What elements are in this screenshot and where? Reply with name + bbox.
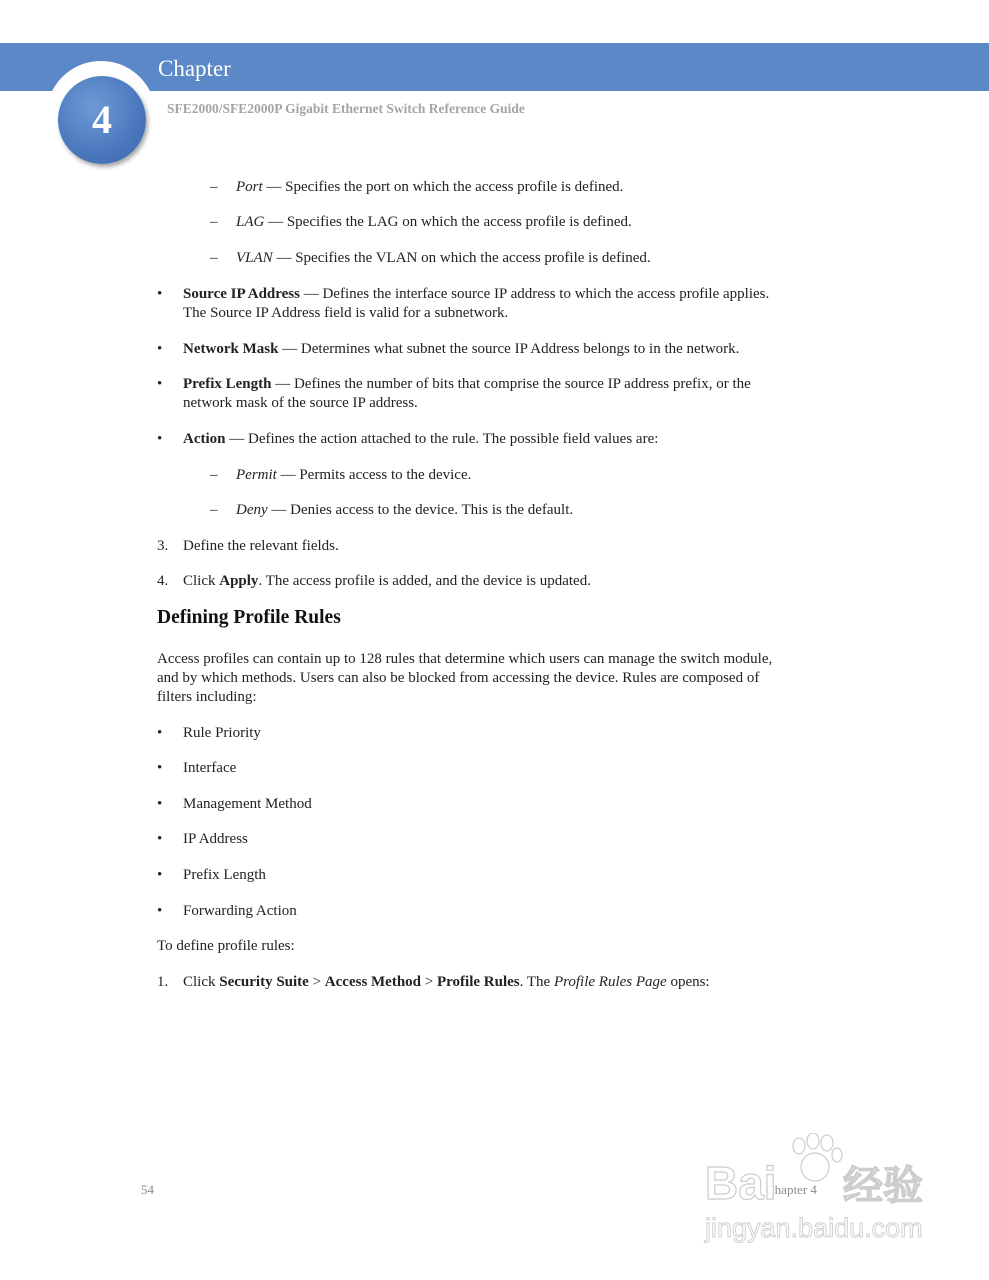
filter-item: Management Method — [183, 796, 312, 812]
filter-item: Rule Priority — [183, 725, 261, 741]
bullet-marker: • — [157, 796, 163, 812]
vlan-item: VLAN — Specifies the VLAN on which the access profile is defined. — [236, 250, 651, 266]
watermark-brand: Bai — [705, 1157, 777, 1209]
dash-marker: – — [210, 502, 218, 518]
dash-marker: – — [210, 250, 218, 266]
source-ip-item: Source IP Address — Defines the interface source IP address to which the access profile applies. — [183, 286, 770, 302]
intro-line-2: and by which methods. Users can also be blocked from accessing the device. Rules are composed of — [157, 670, 760, 686]
step-4-text: Click Apply. The access profile is added, and the device is updated. — [183, 573, 591, 589]
bullet-marker: • — [157, 831, 163, 847]
step-1-text: Click Security Suite > Access Method > Profile Rules. The Profile Rules Page opens: — [183, 974, 710, 990]
bullet-marker: • — [157, 376, 163, 392]
intro-line-3: filters including: — [157, 689, 257, 705]
dash-marker: – — [210, 179, 218, 195]
paw-icon — [793, 1133, 842, 1181]
watermark-url: jingyan.baidu.com — [705, 1213, 923, 1243]
step-number: 1. — [157, 974, 169, 990]
bullet-marker: • — [157, 903, 163, 919]
bullet-marker: • — [157, 286, 163, 302]
deny-item: Deny — Denies access to the device. This is the default. — [236, 502, 574, 518]
chapter-banner — [0, 43, 989, 91]
bullet-marker: • — [157, 725, 163, 741]
port-item: Port — Specifies the port on which the access profile is defined. — [236, 179, 624, 195]
prefix-length-item: Prefix Length — Defines the number of bits that comprise the source IP address prefix, or the — [183, 376, 751, 392]
dash-marker: – — [210, 214, 218, 230]
step-number: 3. — [157, 538, 169, 554]
intro-line-1: Access profiles can contain up to 128 rules that determine which users can manage the switch module, — [157, 651, 773, 667]
bullet-marker: • — [157, 760, 163, 776]
filter-item: IP Address — [183, 831, 248, 847]
bullet-marker: • — [157, 341, 163, 357]
section-heading: Defining Profile Rules — [157, 607, 341, 628]
step-number: 4. — [157, 573, 169, 589]
step-3-text: Define the relevant fields. — [183, 538, 339, 554]
prefix-length-item-cont: network mask of the source IP address. — [183, 395, 418, 411]
baidu-watermark — [703, 1133, 933, 1245]
bullet-marker: • — [157, 867, 163, 883]
footer-chapter: Chapter 4 — [766, 1182, 817, 1197]
lead-in: To define profile rules: — [157, 938, 295, 954]
dash-marker: – — [210, 467, 218, 483]
page-number: 54 — [141, 1182, 154, 1197]
source-ip-item-cont: The Source IP Address field is valid for a subnetwork. — [183, 305, 509, 321]
bullet-marker: • — [157, 431, 163, 447]
lag-item: LAG — Specifies the LAG on which the access profile is defined. — [236, 214, 632, 230]
chapter-label: Chapter — [158, 56, 231, 81]
filter-item: Interface — [183, 760, 237, 776]
watermark-brand-cn: 经验 — [843, 1164, 923, 1208]
guide-title: SFE2000/SFE2000P Gigabit Ethernet Switch Reference Guide — [167, 101, 525, 116]
filter-item: Forwarding Action — [183, 903, 297, 919]
action-item: Action — Defines the action attached to the rule. The possible field values are: — [183, 431, 659, 447]
network-mask-item: Network Mask — Determines what subnet the source IP Address belongs to in the network. — [183, 341, 740, 357]
chapter-number: 4 — [92, 97, 112, 142]
permit-item: Permit — Permits access to the device. — [236, 467, 472, 483]
filter-item: Prefix Length — [183, 867, 266, 883]
